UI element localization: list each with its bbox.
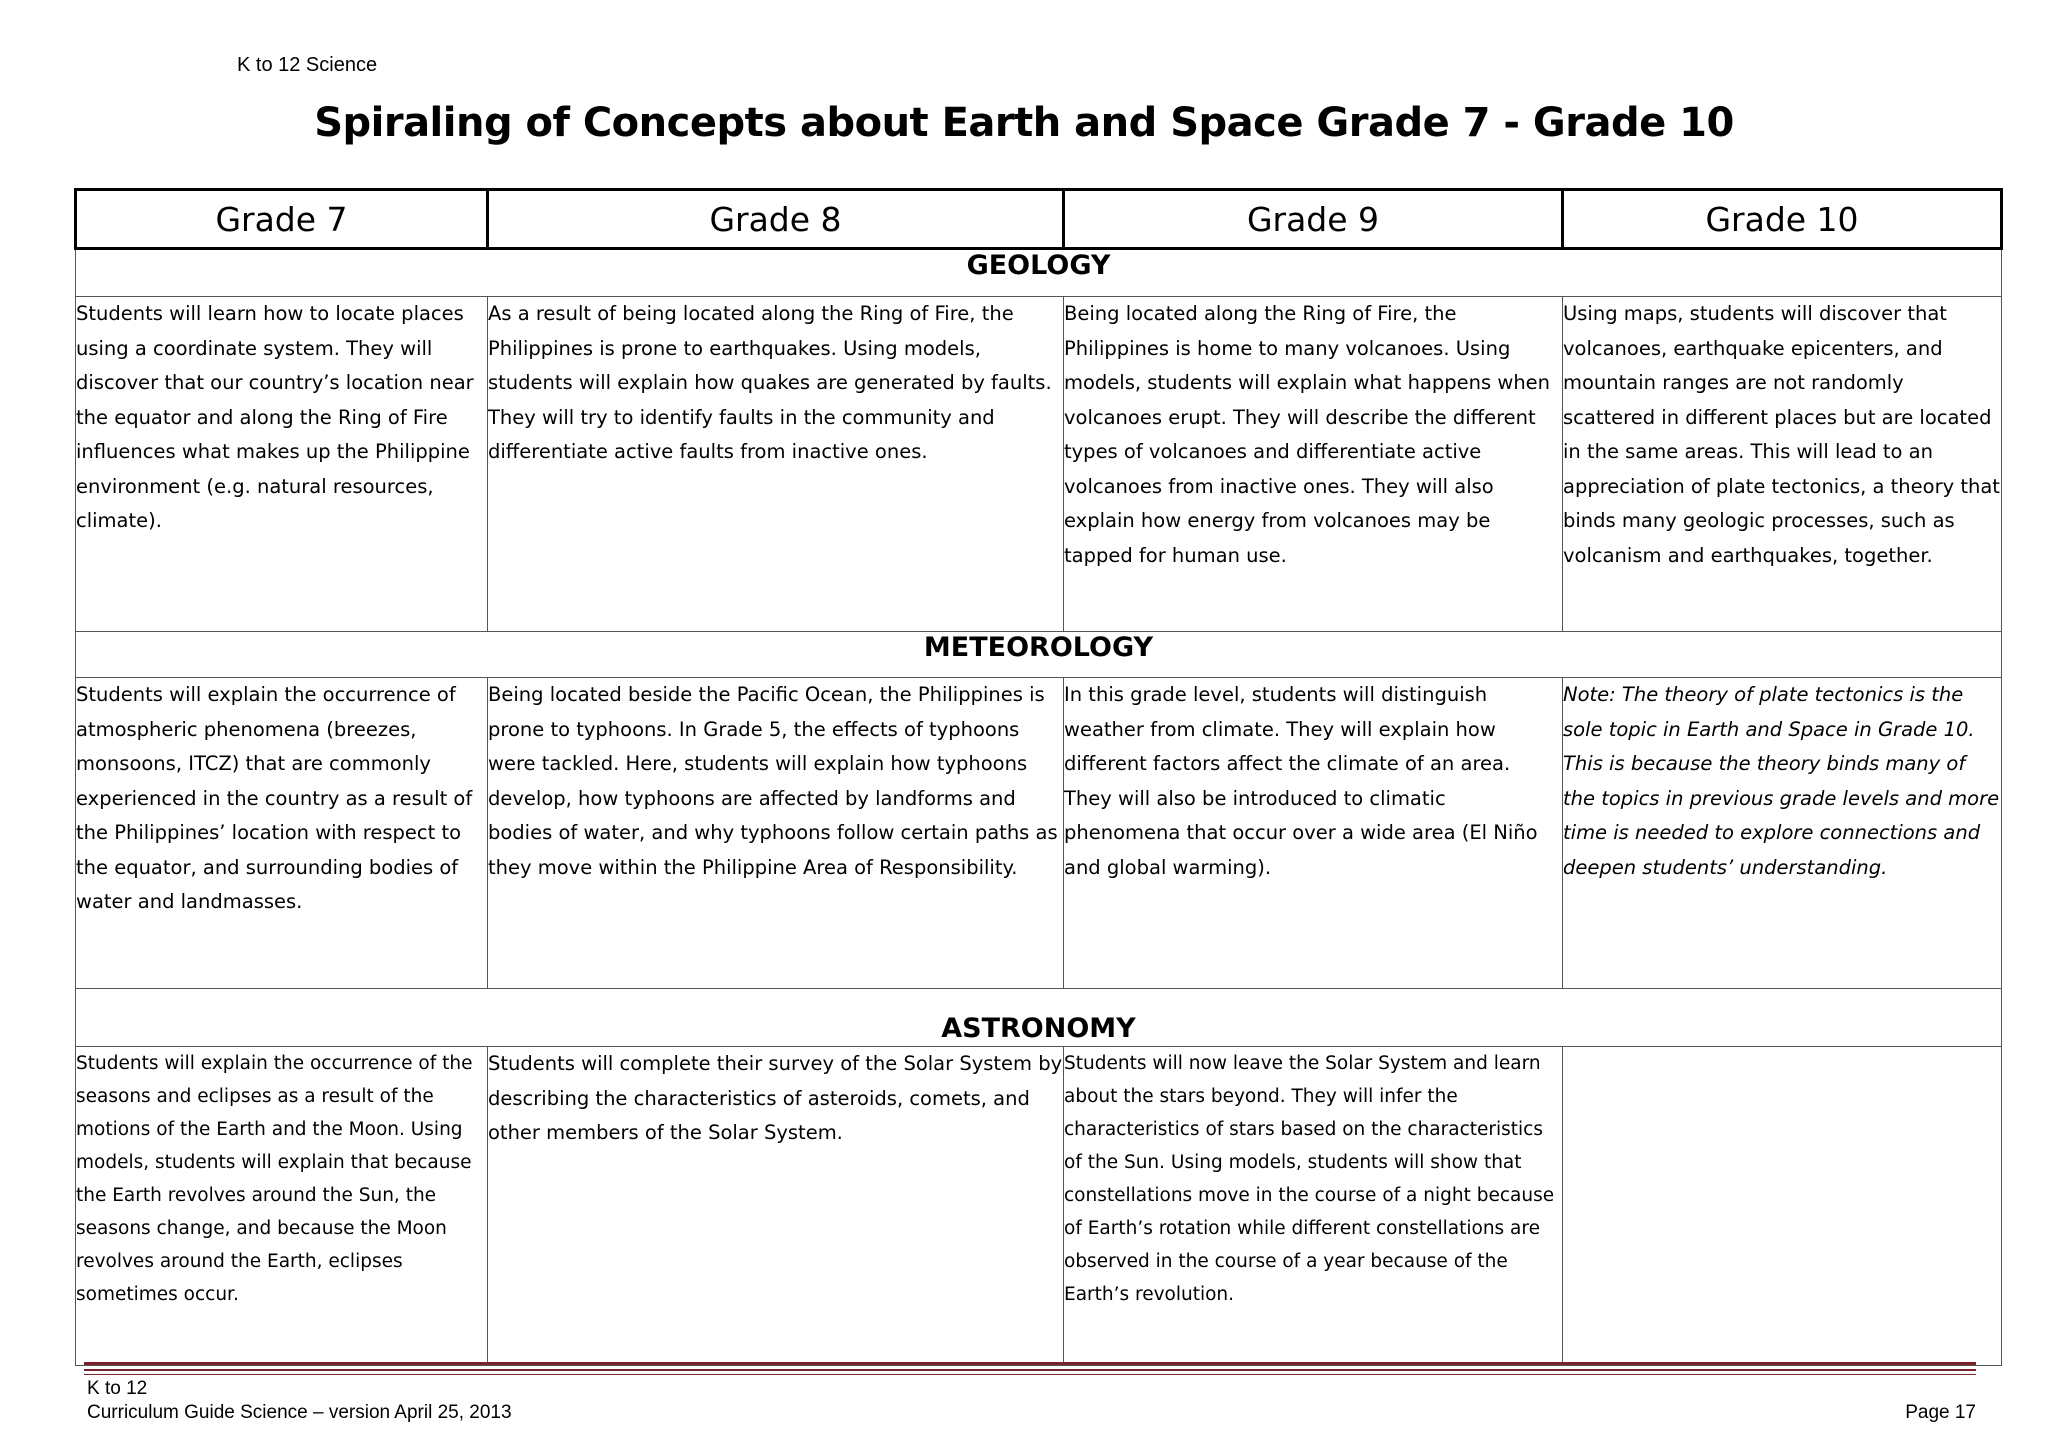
meteorology-grade-9-cell: In this grade level, students will distinguish weather from climate. They will explain how different factors affect the climate of an area. They will also be introduced to climatic phenomena that occur over a wide area (El Niño and global warming). xyxy=(1064,678,1563,989)
section-row-geology xyxy=(76,249,2002,297)
footer-label: K to 12 xyxy=(87,1378,148,1399)
document-label: K to 12 Science xyxy=(237,54,378,76)
geology-grade-10-cell: Using maps, students will discover that volcanoes, earthquake epicenters, and mountain ranges are not randomly scattered in different places but are located in the same areas. This will lead to an appreciation of plate tectonics, a theory that binds many geologic processes, such as volcanism and earthquakes, together. xyxy=(1563,297,2002,632)
section-row-meteorology xyxy=(76,632,2002,678)
meteorology-grade-10-note-cell: Note: The theory of plate tectonics is the sole topic in Earth and Space in Grade 10. This is because the theory binds many of the topics in previous grade levels and more time is needed to explore connections and deepen students’ understanding. xyxy=(1563,678,2002,989)
column-header-grade-8: Grade 8 xyxy=(488,190,1064,249)
column-header-grade-10: Grade 10 xyxy=(1563,190,2002,249)
section-title-meteorology: METEOROLOGY xyxy=(76,632,2002,678)
astronomy-grade-7-cell: Students will explain the occurrence of the seasons and eclipses as a result of the motions of the Earth and the Moon. Using models, students will explain that because the Earth revolves around the Sun, the seasons change, and because the Moon revolves around the Earth, eclipses sometimes occur. xyxy=(76,1047,488,1366)
table-row xyxy=(76,1047,2002,1366)
section-row-astronomy xyxy=(76,989,2002,1047)
geology-grade-7-cell: Students will learn how to locate places using a coordinate system. They will discover that our country’s location near the equator and along the Ring of Fire influences what makes up the Philippine environment (e.g. natural resources, climate). xyxy=(76,297,488,632)
meteorology-grade-8-cell: Being located beside the Pacific Ocean, the Philippines is prone to typhoons. In Grade 5, the effects of typhoons were tackled. Here, students will explain how typhoons develop, how typhoons are affected by landforms and bodies of water, and why typhoons follow certain paths as they move within the Philippine Area of Responsibility. xyxy=(488,678,1064,989)
astronomy-grade-10-cell xyxy=(1563,1047,2002,1366)
meteorology-grade-7-cell: Students will explain the occurrence of atmospheric phenomena (breezes, monsoons, ITCZ) that are commonly experienced in the country as a result of the Philippines’ location with respect to the equator, and surrounding bodies of water and landmasses. xyxy=(76,678,488,989)
geology-grade-9-cell: Being located along the Ring of Fire, the Philippines is home to many volcanoes. Using models, students will explain what happens when volcanoes erupt. They will describe the different types of volcanoes and differentiate active volcanoes from inactive ones. They will also explain how energy from volcanoes may be tapped for human use. xyxy=(1064,297,1563,632)
astronomy-grade-8-cell: Students will complete their survey of the Solar System by describing the characteristics of asteroids, comets, and other members of the Solar System. xyxy=(488,1047,1064,1366)
section-title-astronomy: ASTRONOMY xyxy=(76,989,2002,1047)
table-row xyxy=(76,297,2002,632)
geology-grade-8-cell: As a result of being located along the Ring of Fire, the Philippines is prone to earthquakes. Using models, students will explain how quakes are generated by faults. They will try to identify faults in the community and differentiate active faults from inactive ones. xyxy=(488,297,1064,632)
footer-version: Curriculum Guide Science – version April 25, 2013 xyxy=(87,1402,512,1423)
table-row xyxy=(76,678,2002,989)
header-row xyxy=(76,190,2002,249)
column-header-grade-9: Grade 9 xyxy=(1064,190,1563,249)
page-title: Spiraling of Concepts about Earth and Space Grade 7 - Grade 10 xyxy=(314,100,1734,146)
footer-divider xyxy=(84,1362,1976,1375)
section-title-geology: GEOLOGY xyxy=(76,249,2002,297)
curriculum-table xyxy=(74,188,2003,1366)
page-number: Page 17 xyxy=(1905,1402,1976,1423)
column-header-grade-7: Grade 7 xyxy=(76,190,488,249)
astronomy-grade-9-cell: Students will now leave the Solar System and learn about the stars beyond. They will infer the characteristics of stars based on the characteristics of the Sun. Using models, students will show that constellations move in the course of a night because of Earth’s rotation while different constellations are observed in the course of a year because of the Earth’s revolution. xyxy=(1064,1047,1563,1366)
